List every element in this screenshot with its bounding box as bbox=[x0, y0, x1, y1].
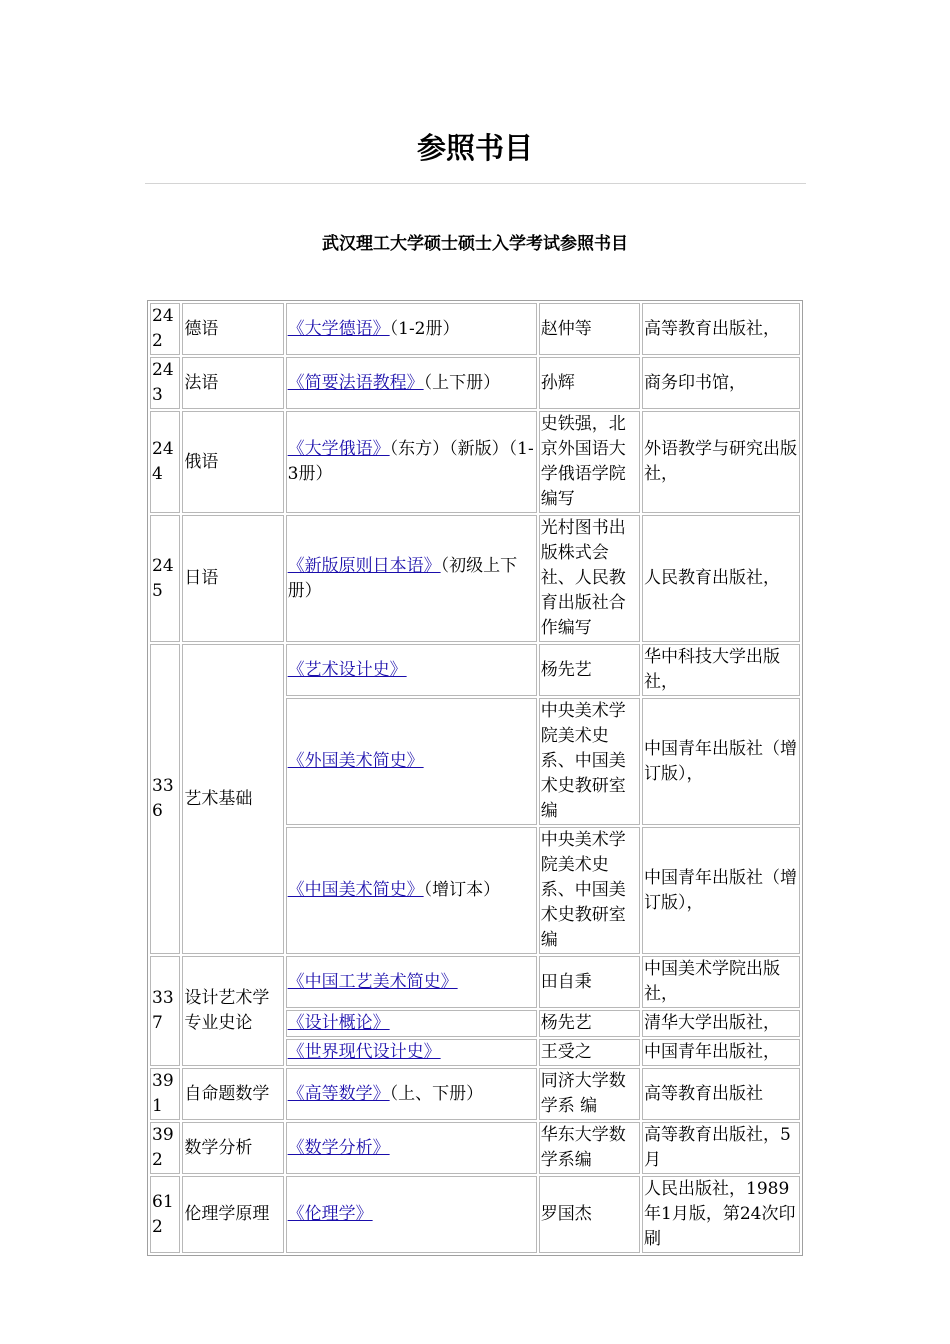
book-link[interactable]: 《伦理学》 bbox=[287, 1204, 373, 1224]
exam-subject: 俄语 bbox=[182, 411, 283, 513]
book-cell bbox=[286, 1039, 537, 1066]
book-author: 中央美术学院美术史系、中国美术史教研室编 bbox=[539, 827, 640, 954]
book-link[interactable]: 《世界现代设计史》 bbox=[287, 1042, 441, 1062]
book-link[interactable]: 《高等数学》 bbox=[287, 1083, 390, 1104]
book-author: 孙辉 bbox=[539, 357, 640, 409]
table-row bbox=[150, 515, 800, 642]
book-author: 杨先艺 bbox=[539, 1010, 640, 1037]
book-cell bbox=[286, 956, 537, 1008]
table-row bbox=[150, 1176, 800, 1253]
table-row bbox=[150, 1068, 800, 1120]
book-link[interactable]: 《设计概论》 bbox=[287, 1013, 390, 1033]
book-cell bbox=[286, 357, 537, 409]
exam-code: 336 bbox=[150, 644, 180, 954]
book-note: （初级上下册） bbox=[287, 555, 518, 601]
book-author: 史铁强，北京外国语大学俄语学院编写 bbox=[539, 411, 640, 513]
book-publisher: 商务印书馆， bbox=[642, 357, 800, 409]
book-author: 赵仲等 bbox=[539, 303, 640, 355]
book-cell bbox=[286, 1068, 537, 1120]
exam-subject: 自命题数学 bbox=[182, 1068, 283, 1120]
exam-code: 391 bbox=[150, 1068, 180, 1120]
exam-subject: 德语 bbox=[182, 303, 283, 355]
exam-code: 337 bbox=[150, 956, 180, 1066]
book-cell bbox=[286, 515, 537, 642]
table-row bbox=[150, 644, 800, 696]
book-author: 同济大学数学系 编 bbox=[539, 1068, 640, 1120]
book-publisher: 清华大学出版社， bbox=[642, 1010, 800, 1037]
book-author: 光村图书出版株式会社、人民教育出版社合作编写 bbox=[539, 515, 640, 642]
book-link[interactable]: 《中国美术简史》 bbox=[287, 880, 424, 900]
book-note: （东方）（新版）（1-3册） bbox=[287, 439, 534, 484]
book-cell bbox=[286, 303, 537, 355]
table-row bbox=[150, 411, 800, 513]
exam-subject: 设计艺术学专业史论 bbox=[182, 956, 283, 1066]
book-cell bbox=[286, 1010, 537, 1037]
exam-subject: 艺术基础 bbox=[182, 644, 283, 954]
book-publisher: 高等教育出版社，5月 bbox=[642, 1122, 800, 1174]
book-cell bbox=[286, 1176, 537, 1253]
exam-code: 243 bbox=[150, 357, 180, 409]
book-link[interactable]: 《简要法语教程》 bbox=[287, 372, 424, 393]
book-link[interactable]: 《大学德语》 bbox=[287, 318, 390, 339]
book-publisher: 中国青年出版社（增订版）， bbox=[642, 698, 800, 825]
document-subtitle: 武汉理工大学硕士硕士入学考试参照书目 bbox=[322, 234, 628, 254]
book-publisher: 人民教育出版社， bbox=[642, 515, 800, 642]
exam-code: 244 bbox=[150, 411, 180, 513]
book-publisher: 高等教育出版社， bbox=[642, 303, 800, 355]
book-publisher: 人民出版社，1989年1月版，第24次印刷 bbox=[642, 1176, 800, 1253]
book-link[interactable]: 《数学分析》 bbox=[287, 1137, 390, 1158]
book-author: 罗国杰 bbox=[539, 1176, 640, 1253]
reference-books-table bbox=[147, 300, 803, 1256]
book-cell bbox=[286, 411, 537, 513]
book-link[interactable]: 《新版原则日本语》 bbox=[287, 555, 441, 576]
book-publisher: 中国青年出版社（增订版）， bbox=[642, 827, 800, 954]
exam-code: 392 bbox=[150, 1122, 180, 1174]
book-note: （上、下册） bbox=[389, 1083, 484, 1104]
book-author: 杨先艺 bbox=[539, 644, 640, 696]
book-note: （上下册） bbox=[423, 372, 501, 393]
book-publisher: 华中科技大学出版社， bbox=[642, 644, 800, 696]
book-cell bbox=[286, 1122, 537, 1174]
book-note: （增订本） bbox=[423, 880, 501, 900]
book-cell bbox=[286, 827, 537, 954]
exam-subject: 数学分析 bbox=[182, 1122, 283, 1174]
book-link[interactable]: 《艺术设计史》 bbox=[287, 659, 407, 680]
table-row bbox=[150, 956, 800, 1008]
table-row bbox=[150, 357, 800, 409]
book-publisher: 外语教学与研究出版社， bbox=[642, 411, 800, 513]
book-author: 中央美术学院美术史系、中国美术史教研室编 bbox=[539, 698, 640, 825]
table-row bbox=[150, 1122, 800, 1174]
book-author: 王受之 bbox=[539, 1039, 640, 1066]
exam-code: 242 bbox=[150, 303, 180, 355]
book-link[interactable]: 《外国美术简史》 bbox=[287, 751, 424, 771]
exam-subject: 法语 bbox=[182, 357, 283, 409]
book-publisher: 中国美术学院出版社， bbox=[642, 956, 800, 1008]
book-link[interactable]: 《中国工艺美术简史》 bbox=[287, 971, 458, 992]
book-publisher: 高等教育出版社 bbox=[642, 1068, 800, 1120]
book-author: 华东大学数学系编 bbox=[539, 1122, 640, 1174]
page-title: 参照书目 bbox=[416, 131, 533, 165]
book-note: （1-2册） bbox=[389, 318, 460, 339]
table-row bbox=[150, 303, 800, 355]
title-divider bbox=[145, 183, 806, 184]
exam-subject: 伦理学原理 bbox=[182, 1176, 283, 1253]
exam-subject: 日语 bbox=[182, 515, 283, 642]
book-publisher: 中国青年出版社， bbox=[642, 1039, 800, 1066]
book-author: 田自秉 bbox=[539, 956, 640, 1008]
exam-code: 245 bbox=[150, 515, 180, 642]
exam-code: 612 bbox=[150, 1176, 180, 1253]
book-link[interactable]: 《大学俄语》 bbox=[287, 439, 390, 459]
book-cell bbox=[286, 698, 537, 825]
book-cell bbox=[286, 644, 537, 696]
